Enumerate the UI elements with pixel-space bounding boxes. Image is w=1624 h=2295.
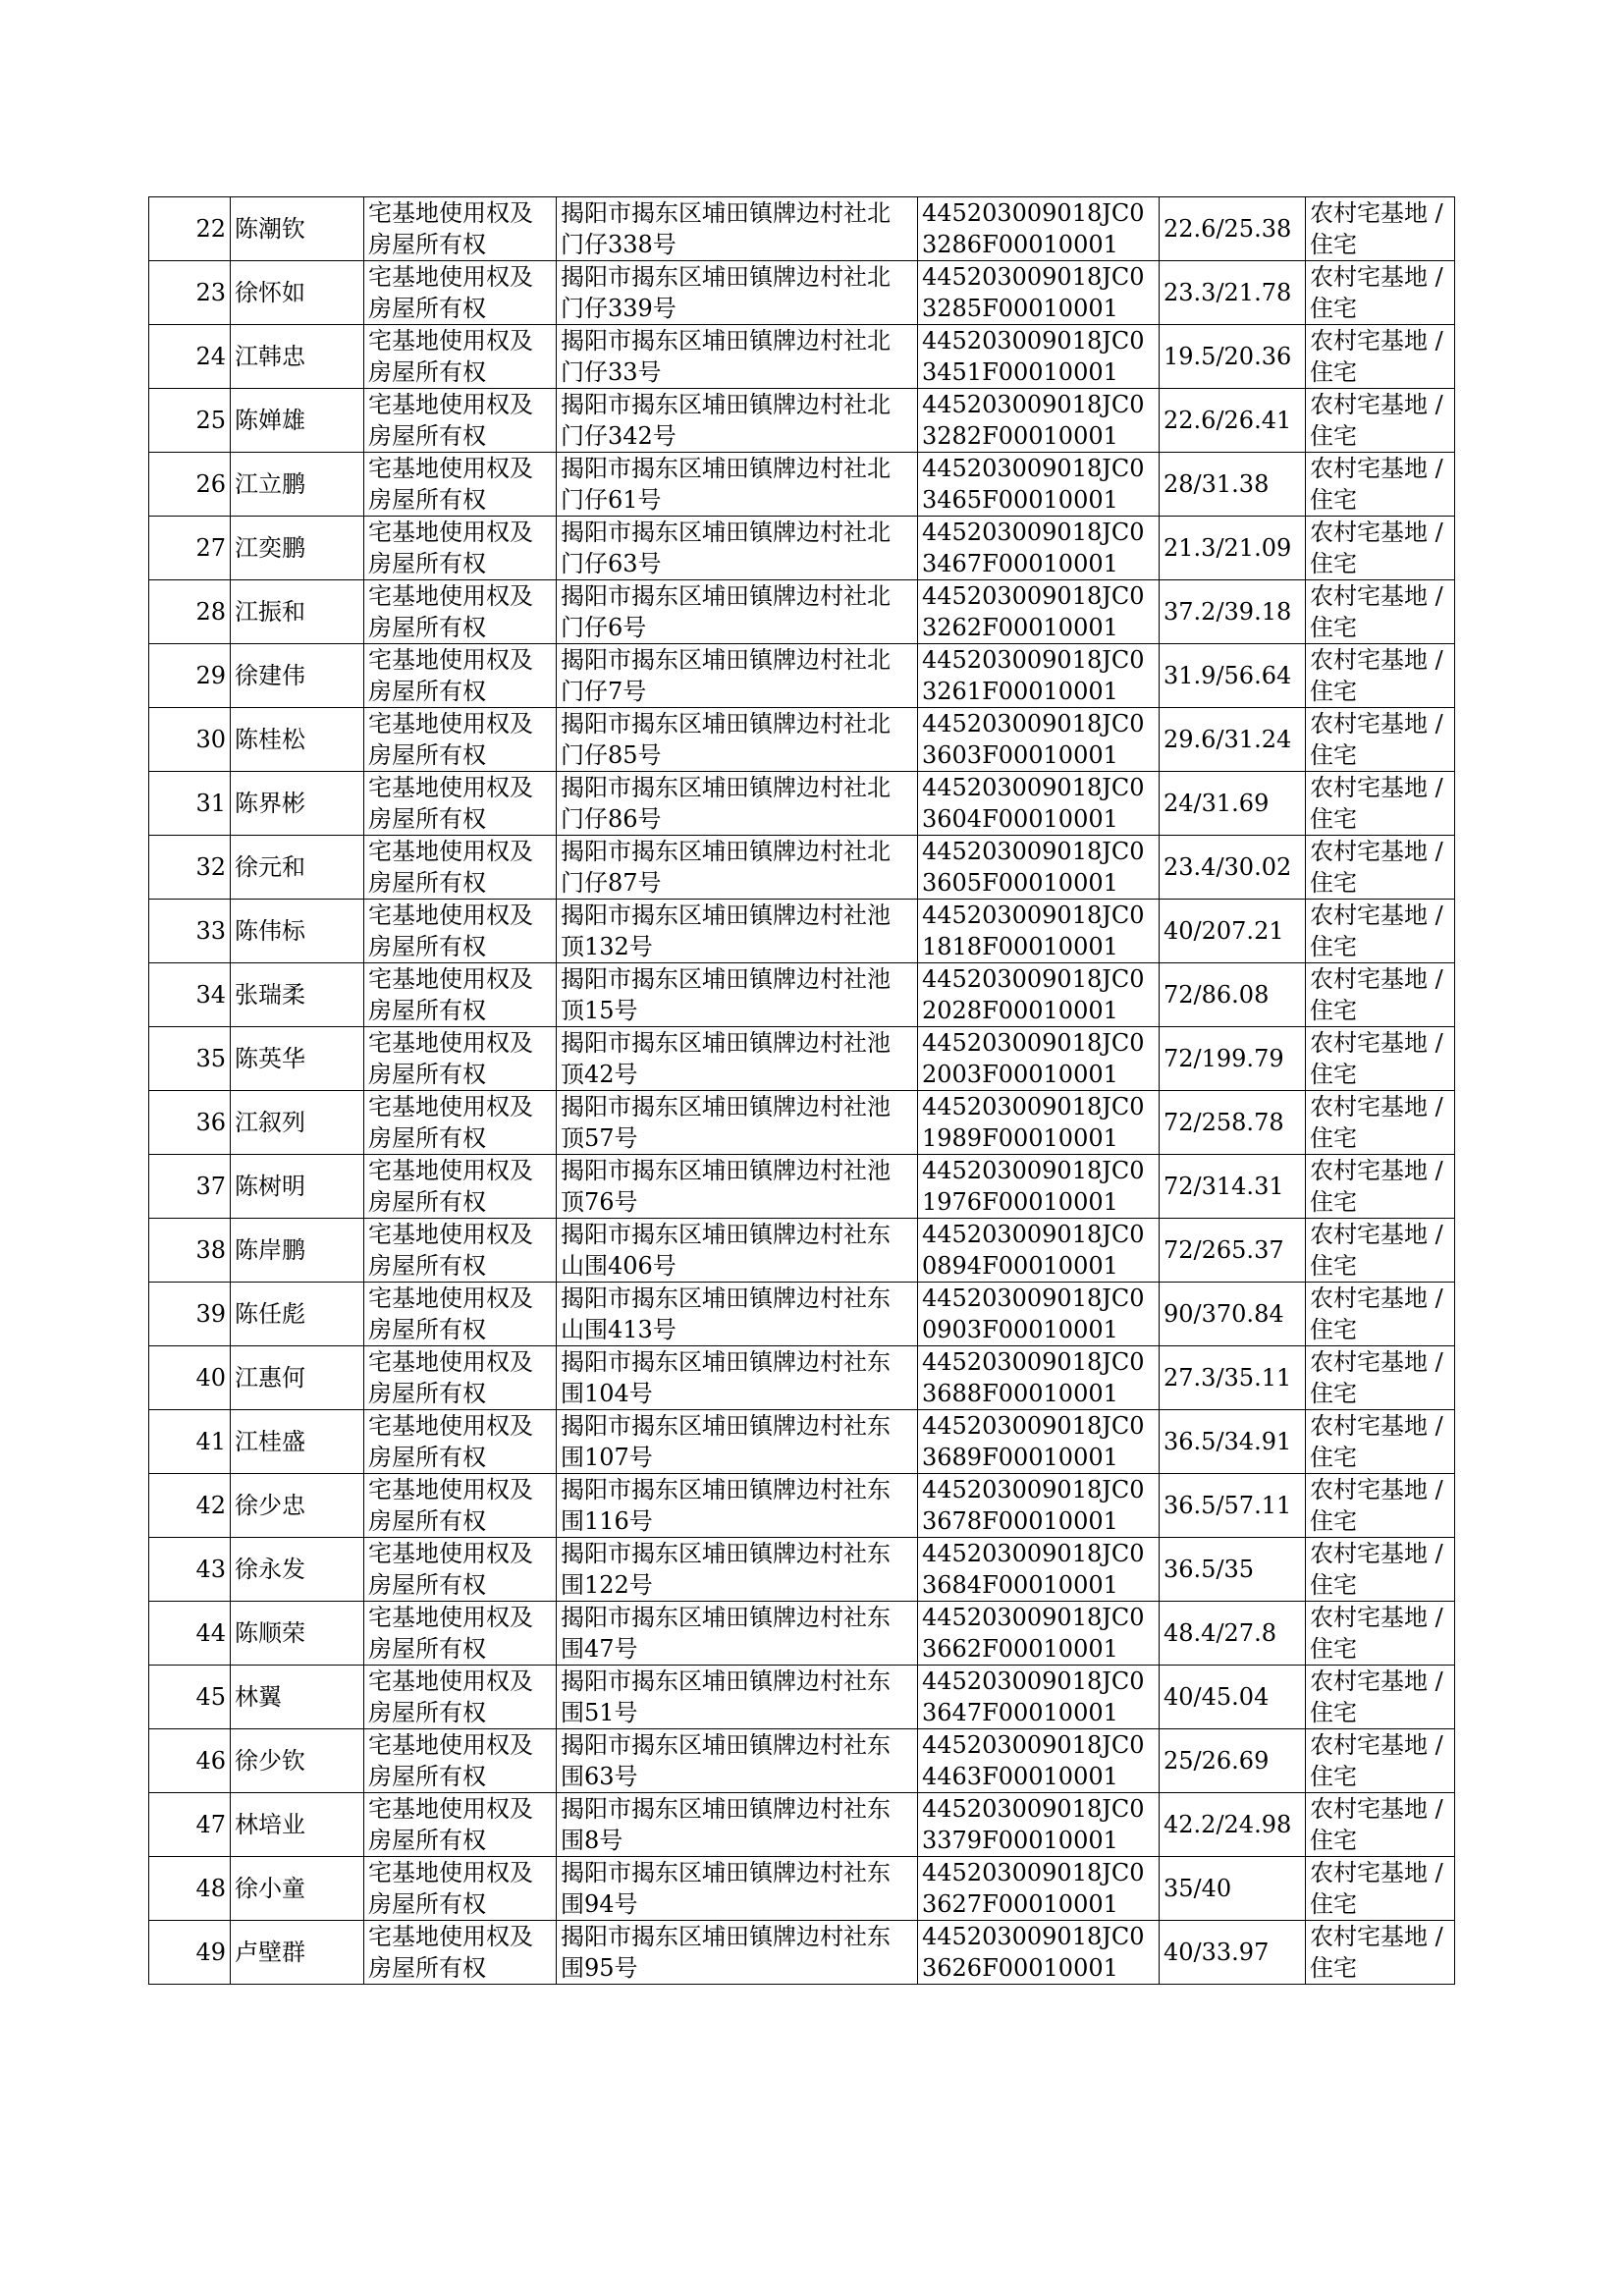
area-value: 28/31.38 xyxy=(1160,453,1306,517)
holder-name: 江立鹏 xyxy=(231,453,364,517)
unit-code: 445203009018JC03689F00010001 xyxy=(918,1410,1160,1474)
holder-name: 江振和 xyxy=(231,580,364,644)
holder-name: 陈任彪 xyxy=(231,1283,364,1346)
unit-code: 445203009018JC03262F00010001 xyxy=(918,580,1160,644)
unit-code: 445203009018JC03467F00010001 xyxy=(918,517,1160,580)
holder-name: 徐永发 xyxy=(231,1538,364,1602)
land-usage: 农村宅基地 / 住宅 xyxy=(1306,1027,1455,1091)
row-number: 37 xyxy=(149,1155,231,1219)
table-row xyxy=(149,1155,1455,1219)
property-location: 揭阳市揭东区埔田镇牌边村社北门仔7号 xyxy=(557,644,918,708)
unit-code: 445203009018JC03604F00010001 xyxy=(918,772,1160,836)
land-usage: 农村宅基地 / 住宅 xyxy=(1306,1793,1455,1857)
right-type: 宅基地使用权及房屋所有权 xyxy=(364,197,557,261)
land-usage: 农村宅基地 / 住宅 xyxy=(1306,1666,1455,1729)
right-type: 宅基地使用权及房屋所有权 xyxy=(364,1729,557,1793)
holder-name: 徐怀如 xyxy=(231,261,364,325)
property-location: 揭阳市揭东区埔田镇牌边村社北门仔87号 xyxy=(557,836,918,900)
row-number: 44 xyxy=(149,1602,231,1666)
area-value: 37.2/39.18 xyxy=(1160,580,1306,644)
holder-name: 江桂盛 xyxy=(231,1410,364,1474)
unit-code: 445203009018JC03627F00010001 xyxy=(918,1857,1160,1921)
row-number: 30 xyxy=(149,708,231,772)
land-usage: 农村宅基地 / 住宅 xyxy=(1306,1474,1455,1538)
right-type: 宅基地使用权及房屋所有权 xyxy=(364,1921,557,1985)
holder-name: 徐建伟 xyxy=(231,644,364,708)
unit-code: 445203009018JC01976F00010001 xyxy=(918,1155,1160,1219)
holder-name: 江叙列 xyxy=(231,1091,364,1155)
land-usage: 农村宅基地 / 住宅 xyxy=(1306,1283,1455,1346)
unit-code: 445203009018JC03282F00010001 xyxy=(918,389,1160,453)
holder-name: 陈树明 xyxy=(231,1155,364,1219)
area-value: 25/26.69 xyxy=(1160,1729,1306,1793)
right-type: 宅基地使用权及房屋所有权 xyxy=(364,261,557,325)
right-type: 宅基地使用权及房屋所有权 xyxy=(364,1538,557,1602)
holder-name: 陈桂松 xyxy=(231,708,364,772)
table-row xyxy=(149,772,1455,836)
row-number: 36 xyxy=(149,1091,231,1155)
table-row xyxy=(149,1410,1455,1474)
row-number: 28 xyxy=(149,580,231,644)
property-location: 揭阳市揭东区埔田镇牌边村社北门仔86号 xyxy=(557,772,918,836)
row-number: 31 xyxy=(149,772,231,836)
property-location: 揭阳市揭东区埔田镇牌边村社北门仔85号 xyxy=(557,708,918,772)
row-number: 40 xyxy=(149,1346,231,1410)
unit-code: 445203009018JC03647F00010001 xyxy=(918,1666,1160,1729)
area-value: 35/40 xyxy=(1160,1857,1306,1921)
holder-name: 徐少钦 xyxy=(231,1729,364,1793)
right-type: 宅基地使用权及房屋所有权 xyxy=(364,580,557,644)
right-type: 宅基地使用权及房屋所有权 xyxy=(364,772,557,836)
table-row xyxy=(149,836,1455,900)
right-type: 宅基地使用权及房屋所有权 xyxy=(364,1410,557,1474)
land-usage: 农村宅基地 / 住宅 xyxy=(1306,580,1455,644)
table-row xyxy=(149,1666,1455,1729)
land-usage: 农村宅基地 / 住宅 xyxy=(1306,708,1455,772)
area-value: 31.9/56.64 xyxy=(1160,644,1306,708)
area-value: 23.3/21.78 xyxy=(1160,261,1306,325)
property-location: 揭阳市揭东区埔田镇牌边村社东围104号 xyxy=(557,1346,918,1410)
area-value: 23.4/30.02 xyxy=(1160,836,1306,900)
land-usage: 农村宅基地 / 住宅 xyxy=(1306,389,1455,453)
table-row xyxy=(149,708,1455,772)
table-row xyxy=(149,325,1455,389)
area-value: 90/370.84 xyxy=(1160,1283,1306,1346)
area-value: 24/31.69 xyxy=(1160,772,1306,836)
holder-name: 徐元和 xyxy=(231,836,364,900)
holder-name: 陈顺荣 xyxy=(231,1602,364,1666)
holder-name: 徐小童 xyxy=(231,1857,364,1921)
property-location: 揭阳市揭东区埔田镇牌边村社北门仔61号 xyxy=(557,453,918,517)
unit-code: 445203009018JC03605F00010001 xyxy=(918,836,1160,900)
table-row xyxy=(149,580,1455,644)
land-usage: 农村宅基地 / 住宅 xyxy=(1306,644,1455,708)
table-row xyxy=(149,1346,1455,1410)
area-value: 72/258.78 xyxy=(1160,1091,1306,1155)
unit-code: 445203009018JC03286F00010001 xyxy=(918,197,1160,261)
right-type: 宅基地使用权及房屋所有权 xyxy=(364,708,557,772)
unit-code: 445203009018JC03379F00010001 xyxy=(918,1793,1160,1857)
row-number: 38 xyxy=(149,1219,231,1283)
unit-code: 445203009018JC03626F00010001 xyxy=(918,1921,1160,1985)
holder-name: 陈婵雄 xyxy=(231,389,364,453)
holder-name: 卢壁群 xyxy=(231,1921,364,1985)
row-number: 45 xyxy=(149,1666,231,1729)
table-body xyxy=(149,197,1455,1985)
land-usage: 农村宅基地 / 住宅 xyxy=(1306,772,1455,836)
row-number: 34 xyxy=(149,963,231,1027)
area-value: 72/314.31 xyxy=(1160,1155,1306,1219)
area-value: 36.5/34.91 xyxy=(1160,1410,1306,1474)
table-row xyxy=(149,261,1455,325)
row-number: 23 xyxy=(149,261,231,325)
right-type: 宅基地使用权及房屋所有权 xyxy=(364,325,557,389)
row-number: 32 xyxy=(149,836,231,900)
row-number: 26 xyxy=(149,453,231,517)
holder-name: 徐少忠 xyxy=(231,1474,364,1538)
row-number: 29 xyxy=(149,644,231,708)
land-usage: 农村宅基地 / 住宅 xyxy=(1306,453,1455,517)
property-location: 揭阳市揭东区埔田镇牌边村社东围95号 xyxy=(557,1921,918,1985)
land-usage: 农村宅基地 / 住宅 xyxy=(1306,1091,1455,1155)
land-usage: 农村宅基地 / 住宅 xyxy=(1306,517,1455,580)
row-number: 47 xyxy=(149,1793,231,1857)
holder-name: 江韩忠 xyxy=(231,325,364,389)
holder-name: 陈英华 xyxy=(231,1027,364,1091)
holder-name: 陈伟标 xyxy=(231,900,364,963)
table-row xyxy=(149,1793,1455,1857)
area-value: 29.6/31.24 xyxy=(1160,708,1306,772)
property-location: 揭阳市揭东区埔田镇牌边村社东围116号 xyxy=(557,1474,918,1538)
area-value: 21.3/21.09 xyxy=(1160,517,1306,580)
holder-name: 林翼 xyxy=(231,1666,364,1729)
property-location: 揭阳市揭东区埔田镇牌边村社东山围413号 xyxy=(557,1283,918,1346)
property-location: 揭阳市揭东区埔田镇牌边村社池顶42号 xyxy=(557,1027,918,1091)
land-usage: 农村宅基地 / 住宅 xyxy=(1306,1602,1455,1666)
table-row xyxy=(149,1857,1455,1921)
right-type: 宅基地使用权及房屋所有权 xyxy=(364,900,557,963)
unit-code: 445203009018JC01989F00010001 xyxy=(918,1091,1160,1155)
property-location: 揭阳市揭东区埔田镇牌边村社池顶76号 xyxy=(557,1155,918,1219)
unit-code: 445203009018JC03662F00010001 xyxy=(918,1602,1160,1666)
row-number: 22 xyxy=(149,197,231,261)
row-number: 41 xyxy=(149,1410,231,1474)
unit-code: 445203009018JC03285F00010001 xyxy=(918,261,1160,325)
property-location: 揭阳市揭东区埔田镇牌边村社东围94号 xyxy=(557,1857,918,1921)
holder-name: 江奕鹏 xyxy=(231,517,364,580)
right-type: 宅基地使用权及房屋所有权 xyxy=(364,1793,557,1857)
holder-name: 江惠何 xyxy=(231,1346,364,1410)
land-usage: 农村宅基地 / 住宅 xyxy=(1306,1857,1455,1921)
land-usage: 农村宅基地 / 住宅 xyxy=(1306,1155,1455,1219)
table-row xyxy=(149,389,1455,453)
unit-code: 445203009018JC00894F00010001 xyxy=(918,1219,1160,1283)
unit-code: 445203009018JC02028F00010001 xyxy=(918,963,1160,1027)
right-type: 宅基地使用权及房屋所有权 xyxy=(364,1666,557,1729)
land-usage: 农村宅基地 / 住宅 xyxy=(1306,1346,1455,1410)
land-usage: 农村宅基地 / 住宅 xyxy=(1306,1538,1455,1602)
area-value: 72/199.79 xyxy=(1160,1027,1306,1091)
row-number: 33 xyxy=(149,900,231,963)
unit-code: 445203009018JC03678F00010001 xyxy=(918,1474,1160,1538)
property-location: 揭阳市揭东区埔田镇牌边村社东山围406号 xyxy=(557,1219,918,1283)
unit-code: 445203009018JC02003F00010001 xyxy=(918,1027,1160,1091)
unit-code: 445203009018JC03688F00010001 xyxy=(918,1346,1160,1410)
unit-code: 445203009018JC03451F00010001 xyxy=(918,325,1160,389)
land-usage: 农村宅基地 / 住宅 xyxy=(1306,963,1455,1027)
area-value: 36.5/35 xyxy=(1160,1538,1306,1602)
right-type: 宅基地使用权及房屋所有权 xyxy=(364,1219,557,1283)
land-usage: 农村宅基地 / 住宅 xyxy=(1306,325,1455,389)
holder-name: 陈潮钦 xyxy=(231,197,364,261)
land-usage: 农村宅基地 / 住宅 xyxy=(1306,836,1455,900)
table-row xyxy=(149,1027,1455,1091)
property-location: 揭阳市揭东区埔田镇牌边村社东围8号 xyxy=(557,1793,918,1857)
right-type: 宅基地使用权及房屋所有权 xyxy=(364,836,557,900)
area-value: 48.4/27.8 xyxy=(1160,1602,1306,1666)
property-location: 揭阳市揭东区埔田镇牌边村社东围63号 xyxy=(557,1729,918,1793)
row-number: 24 xyxy=(149,325,231,389)
right-type: 宅基地使用权及房屋所有权 xyxy=(364,453,557,517)
area-value: 72/265.37 xyxy=(1160,1219,1306,1283)
property-location: 揭阳市揭东区埔田镇牌边村社北门仔63号 xyxy=(557,517,918,580)
right-type: 宅基地使用权及房屋所有权 xyxy=(364,1283,557,1346)
property-location: 揭阳市揭东区埔田镇牌边村社北门仔342号 xyxy=(557,389,918,453)
holder-name: 陈岸鹏 xyxy=(231,1219,364,1283)
area-value: 22.6/25.38 xyxy=(1160,197,1306,261)
table-row xyxy=(149,1474,1455,1538)
row-number: 27 xyxy=(149,517,231,580)
table-row xyxy=(149,517,1455,580)
table-row xyxy=(149,1283,1455,1346)
area-value: 27.3/35.11 xyxy=(1160,1346,1306,1410)
right-type: 宅基地使用权及房屋所有权 xyxy=(364,963,557,1027)
unit-code: 445203009018JC00903F00010001 xyxy=(918,1283,1160,1346)
table-row xyxy=(149,644,1455,708)
property-location: 揭阳市揭东区埔田镇牌边村社东围51号 xyxy=(557,1666,918,1729)
table-row xyxy=(149,900,1455,963)
right-type: 宅基地使用权及房屋所有权 xyxy=(364,1346,557,1410)
row-number: 35 xyxy=(149,1027,231,1091)
area-value: 40/45.04 xyxy=(1160,1666,1306,1729)
right-type: 宅基地使用权及房屋所有权 xyxy=(364,517,557,580)
property-location: 揭阳市揭东区埔田镇牌边村社东围107号 xyxy=(557,1410,918,1474)
right-type: 宅基地使用权及房屋所有权 xyxy=(364,1602,557,1666)
area-value: 72/86.08 xyxy=(1160,963,1306,1027)
table-row xyxy=(149,1921,1455,1985)
area-value: 22.6/26.41 xyxy=(1160,389,1306,453)
table-row xyxy=(149,1219,1455,1283)
holder-name: 林培业 xyxy=(231,1793,364,1857)
land-usage: 农村宅基地 / 住宅 xyxy=(1306,900,1455,963)
right-type: 宅基地使用权及房屋所有权 xyxy=(364,1091,557,1155)
property-location: 揭阳市揭东区埔田镇牌边村社北门仔6号 xyxy=(557,580,918,644)
unit-code: 445203009018JC03261F00010001 xyxy=(918,644,1160,708)
unit-code: 445203009018JC01818F00010001 xyxy=(918,900,1160,963)
row-number: 49 xyxy=(149,1921,231,1985)
right-type: 宅基地使用权及房屋所有权 xyxy=(364,1857,557,1921)
registry-table xyxy=(148,196,1455,1985)
area-value: 40/207.21 xyxy=(1160,900,1306,963)
unit-code: 445203009018JC03465F00010001 xyxy=(918,453,1160,517)
table-row xyxy=(149,1091,1455,1155)
row-number: 39 xyxy=(149,1283,231,1346)
property-location: 揭阳市揭东区埔田镇牌边村社北门仔33号 xyxy=(557,325,918,389)
row-number: 43 xyxy=(149,1538,231,1602)
land-usage: 农村宅基地 / 住宅 xyxy=(1306,197,1455,261)
property-location: 揭阳市揭东区埔田镇牌边村社池顶15号 xyxy=(557,963,918,1027)
table-row xyxy=(149,1602,1455,1666)
property-location: 揭阳市揭东区埔田镇牌边村社东围122号 xyxy=(557,1538,918,1602)
area-value: 19.5/20.36 xyxy=(1160,325,1306,389)
land-usage: 农村宅基地 / 住宅 xyxy=(1306,1921,1455,1985)
holder-name: 张瑞柔 xyxy=(231,963,364,1027)
land-usage: 农村宅基地 / 住宅 xyxy=(1306,1729,1455,1793)
row-number: 42 xyxy=(149,1474,231,1538)
land-usage: 农村宅基地 / 住宅 xyxy=(1306,1410,1455,1474)
property-location: 揭阳市揭东区埔田镇牌边村社北门仔338号 xyxy=(557,197,918,261)
table-row xyxy=(149,197,1455,261)
table-row xyxy=(149,963,1455,1027)
property-location: 揭阳市揭东区埔田镇牌边村社池顶132号 xyxy=(557,900,918,963)
holder-name: 陈界彬 xyxy=(231,772,364,836)
property-location: 揭阳市揭东区埔田镇牌边村社池顶57号 xyxy=(557,1091,918,1155)
row-number: 48 xyxy=(149,1857,231,1921)
row-number: 46 xyxy=(149,1729,231,1793)
area-value: 36.5/57.11 xyxy=(1160,1474,1306,1538)
right-type: 宅基地使用权及房屋所有权 xyxy=(364,644,557,708)
right-type: 宅基地使用权及房屋所有权 xyxy=(364,1155,557,1219)
area-value: 40/33.97 xyxy=(1160,1921,1306,1985)
right-type: 宅基地使用权及房屋所有权 xyxy=(364,1474,557,1538)
table-row xyxy=(149,1729,1455,1793)
land-usage: 农村宅基地 / 住宅 xyxy=(1306,1219,1455,1283)
unit-code: 445203009018JC03603F00010001 xyxy=(918,708,1160,772)
property-location: 揭阳市揭东区埔田镇牌边村社北门仔339号 xyxy=(557,261,918,325)
unit-code: 445203009018JC04463F00010001 xyxy=(918,1729,1160,1793)
land-usage: 农村宅基地 / 住宅 xyxy=(1306,261,1455,325)
unit-code: 445203009018JC03684F00010001 xyxy=(918,1538,1160,1602)
table-row xyxy=(149,1538,1455,1602)
area-value: 42.2/24.98 xyxy=(1160,1793,1306,1857)
table-row xyxy=(149,453,1455,517)
right-type: 宅基地使用权及房屋所有权 xyxy=(364,1027,557,1091)
row-number: 25 xyxy=(149,389,231,453)
property-location: 揭阳市揭东区埔田镇牌边村社东围47号 xyxy=(557,1602,918,1666)
right-type: 宅基地使用权及房屋所有权 xyxy=(364,389,557,453)
